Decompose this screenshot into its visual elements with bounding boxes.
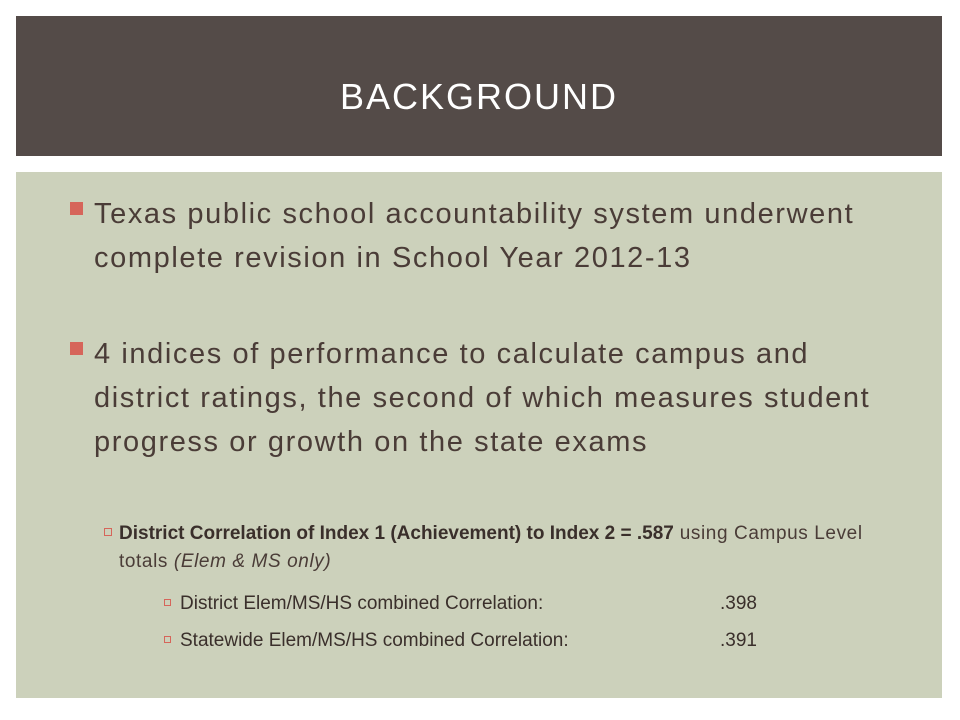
outline-square-bullet-icon — [104, 528, 112, 536]
title-bar — [16, 16, 942, 156]
sub-sub-bullet-item-1 — [164, 590, 884, 618]
outline-square-bullet-icon — [164, 599, 171, 606]
square-bullet-icon — [70, 202, 83, 215]
sub-sub-bullet-text-2 — [180, 627, 884, 655]
bullet-item-1 — [70, 192, 890, 280]
bullet-item-2 — [70, 332, 890, 464]
district-correlation-label: District Elem/MS/HS combined Correlation: — [180, 593, 544, 614]
bullet-text-2: 4 indices of performance to calculate campus and district ratings, the second of which measures student progress or growth on the state exams — [94, 338, 871, 458]
district-correlation-value: .398 — [720, 593, 757, 614]
content-area — [16, 172, 942, 698]
sub-bullet-strong: District Correlation of Index 1 (Achievement) to Index 2 = .587 — [119, 523, 674, 544]
statewide-correlation-label: Statewide Elem/MS/HS combined Correlation: — [180, 630, 569, 651]
sub-bullet-text — [119, 520, 904, 576]
sub-sub-bullet-item-2 — [164, 627, 884, 655]
sub-sub-bullet-text-1 — [180, 590, 884, 618]
sub-bullet-italic: (Elem & MS only) — [173, 551, 332, 572]
sub-bullet-normal: using Campus Level totals — [119, 523, 863, 572]
sub-bullet-item — [104, 520, 904, 576]
statewide-correlation-value: .391 — [720, 630, 757, 651]
slide-title: BACKGROUND — [339, 76, 619, 117]
outline-square-bullet-icon — [164, 636, 171, 643]
square-bullet-icon — [70, 342, 83, 355]
bullet-text-1: Texas public school accountability system underwent complete revision in School Year 2012-13 — [94, 198, 855, 274]
